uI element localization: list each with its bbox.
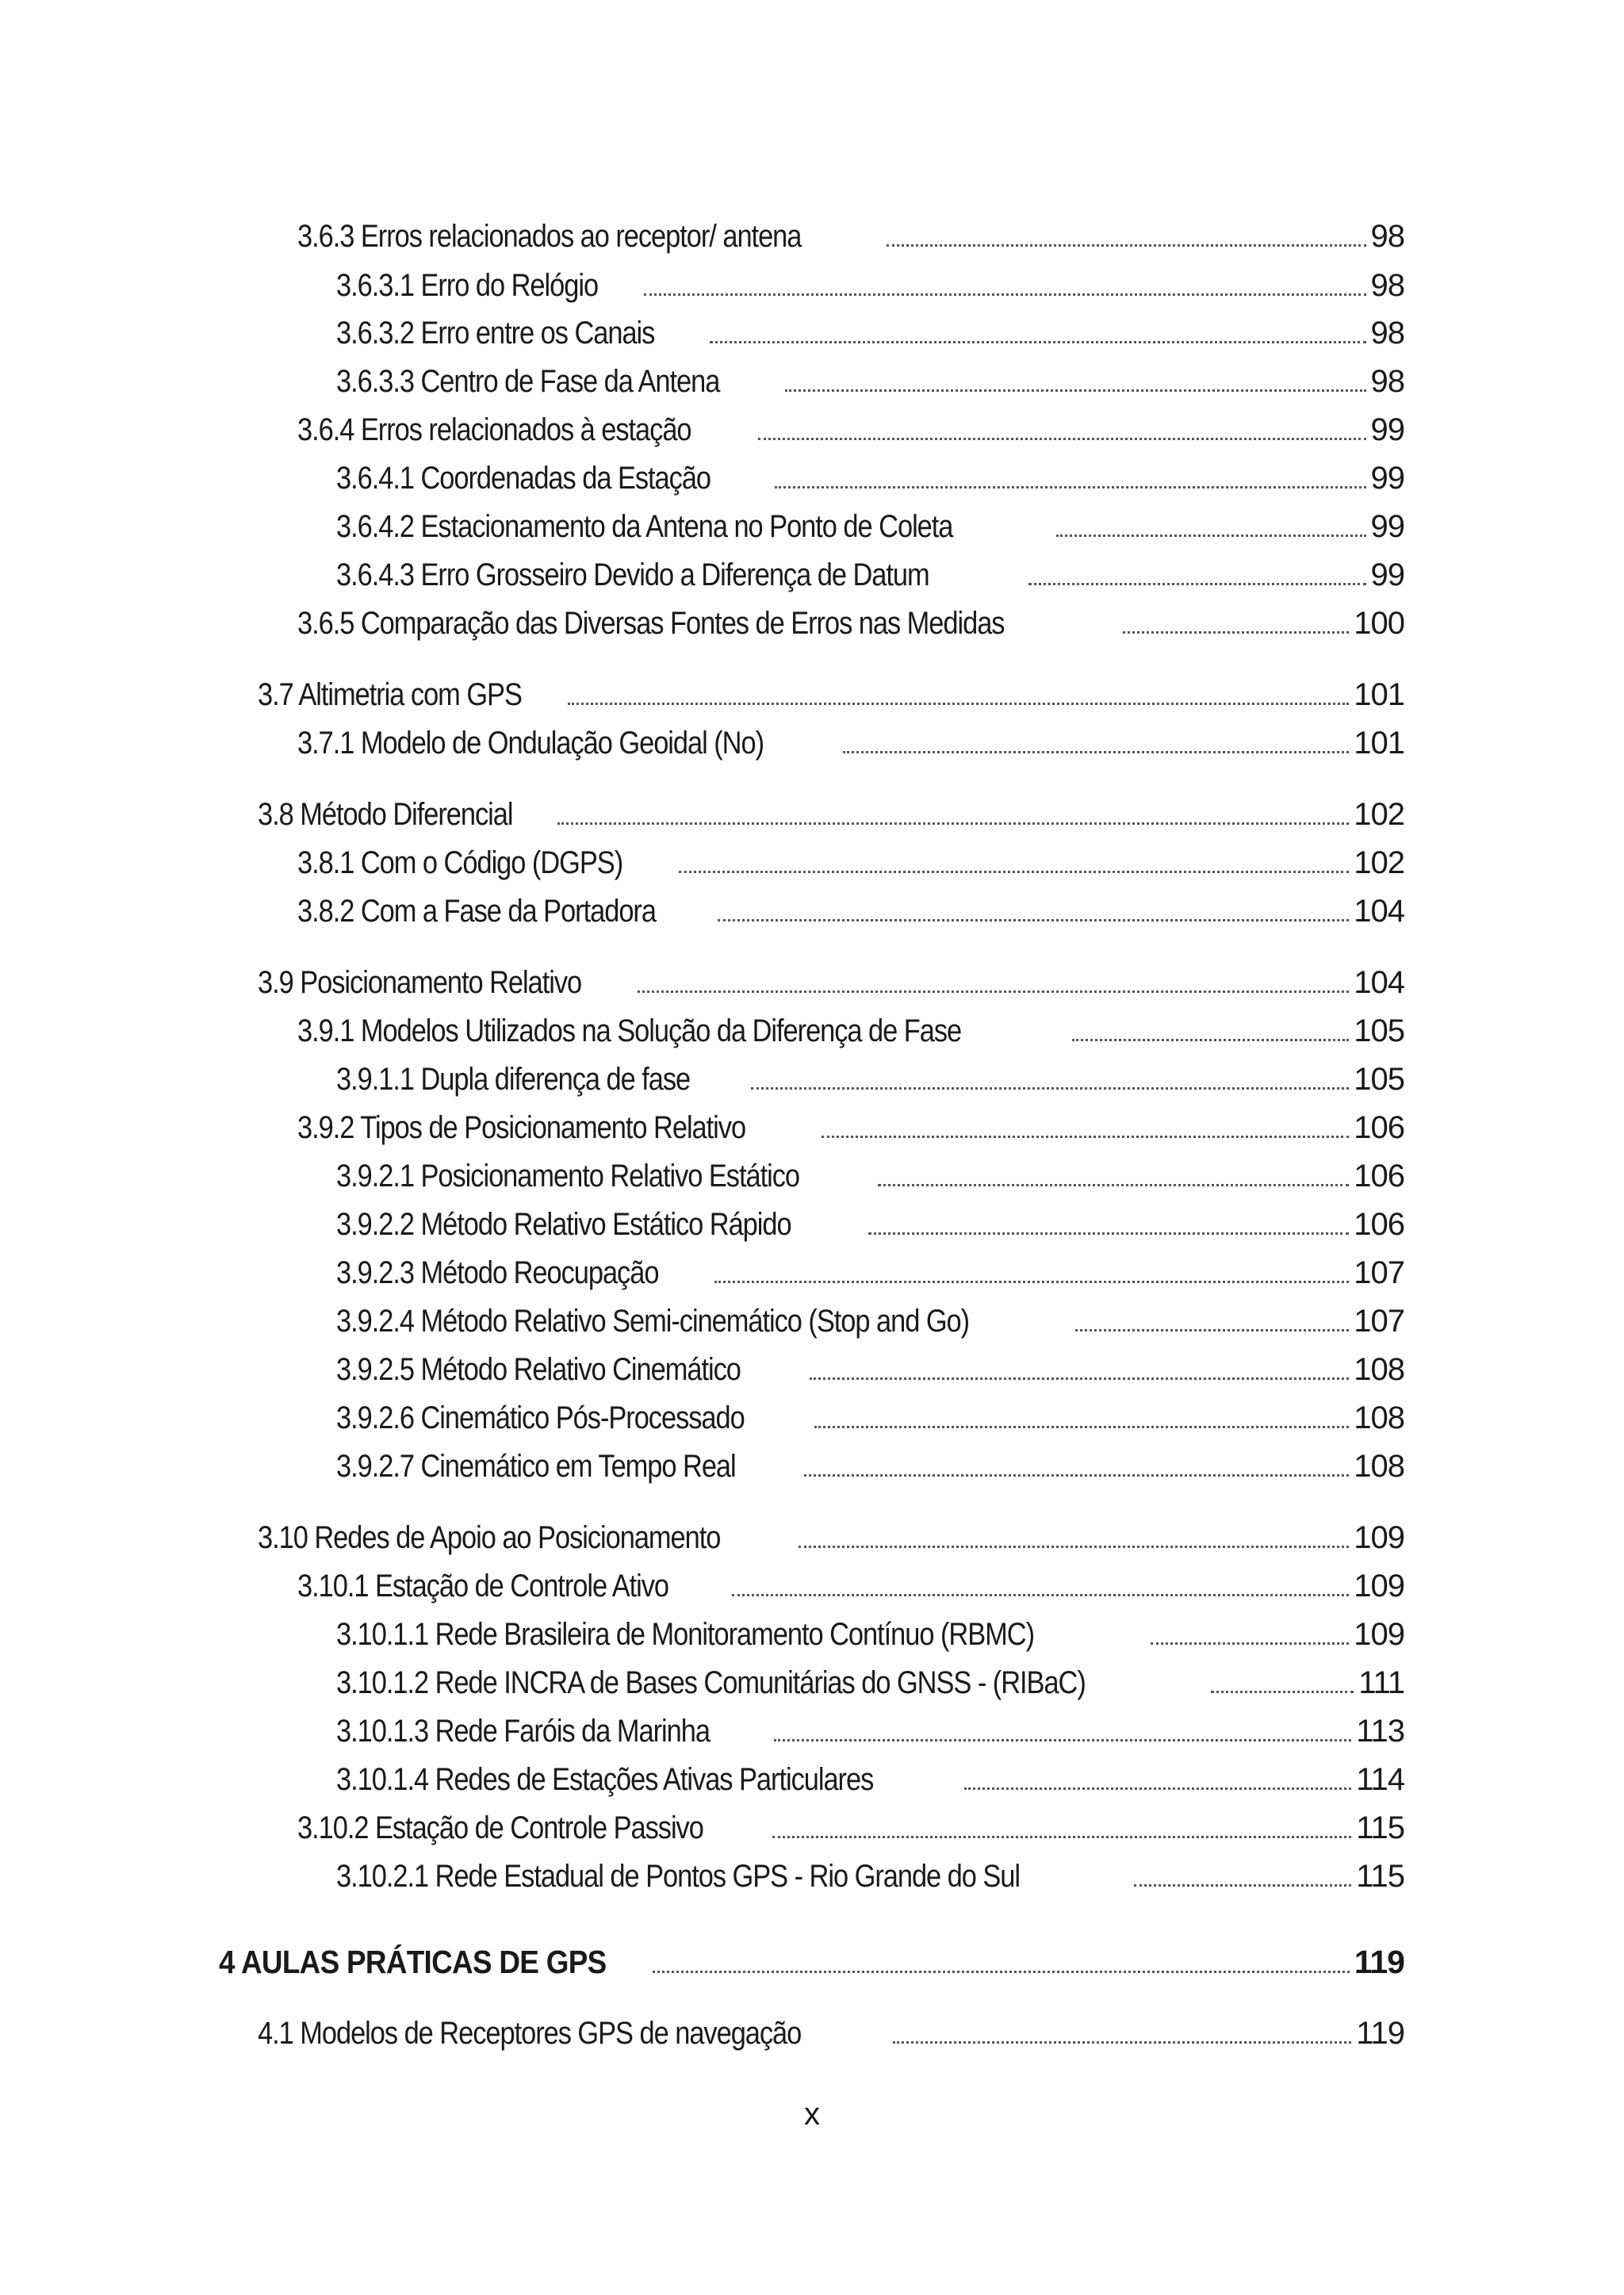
- toc-entry-page: 101: [1354, 726, 1404, 761]
- dot-leader: [822, 1136, 1349, 1138]
- dot-leader: [679, 871, 1349, 873]
- toc-entry-title: 3.9.2.2 Método Relativo Estático Rápido: [336, 1207, 791, 1242]
- toc-entry-title: 3.9.2.7 Cinemático em Tempo Real: [336, 1449, 736, 1484]
- dot-leader: [785, 389, 1365, 392]
- toc-entry[interactable]: [297, 603, 1404, 644]
- dot-leader: [799, 1546, 1349, 1548]
- toc-entry-page: 105: [1354, 1013, 1404, 1048]
- toc-entry-page: 99: [1370, 412, 1404, 447]
- toc-entry[interactable]: [297, 891, 1404, 932]
- toc-entry-title: 3.6.4 Erros relacionados à estação: [297, 412, 691, 447]
- dot-leader: [1211, 1691, 1354, 1693]
- toc-entry-page: 115: [1356, 1859, 1404, 1894]
- toc-entry-title: 3.7 Altimetria com GPS: [258, 677, 522, 712]
- toc-entry-page: 119: [1356, 2016, 1404, 2051]
- toc-entry[interactable]: [336, 1155, 1404, 1197]
- toc-entry[interactable]: [336, 312, 1404, 354]
- toc-entry-title: 3.9 Posicionamento Relativo: [258, 965, 582, 1000]
- dot-leader: [557, 822, 1349, 825]
- dot-leader: [804, 1474, 1350, 1477]
- dot-leader: [1134, 1884, 1351, 1887]
- toc-entry-title: 3.9.1.1 Dupla diferença de fase: [336, 1062, 691, 1097]
- toc-entry-page: 106: [1354, 1159, 1404, 1193]
- dot-leader: [1151, 1642, 1349, 1645]
- dot-leader: [1123, 631, 1350, 634]
- toc-entry-page: 98: [1370, 316, 1404, 351]
- toc-entry-title: 3.9.2.1 Posicionamento Relativo Estático: [336, 1159, 800, 1193]
- dot-leader: [887, 244, 1366, 247]
- toc-entry-title: 3.9.1 Modelos Utilizados na Solução da Diferença de Fase: [297, 1013, 962, 1048]
- toc-entry-page: 99: [1370, 557, 1404, 592]
- toc-entry-page: 98: [1370, 219, 1404, 254]
- toc-entry-page: 115: [1356, 1810, 1404, 1845]
- dot-leader: [772, 1836, 1351, 1838]
- dot-leader: [964, 1787, 1352, 1790]
- toc-entry-title: 3.10.1 Estação de Controle Ativo: [297, 1569, 669, 1603]
- toc-entry-page: 98: [1370, 268, 1404, 303]
- toc-entry-title: 3.9.2.6 Cinemático Pós-Processado: [336, 1400, 745, 1435]
- toc-entry[interactable]: [336, 554, 1404, 596]
- dot-leader: [751, 1087, 1350, 1090]
- toc-entry-page: 98: [1370, 364, 1404, 399]
- dot-leader: [638, 990, 1350, 993]
- toc-entry-title: 3.10.2.1 Rede Estadual de Pontos GPS - Rio Grande do Sul: [336, 1859, 1021, 1894]
- toc-entry-page: 119: [1354, 1944, 1404, 1980]
- toc-entry-page: 106: [1354, 1207, 1404, 1242]
- dot-leader: [774, 1739, 1352, 1741]
- dot-leader: [810, 1377, 1349, 1380]
- toc-entry-title: 3.7.1 Modelo de Ondulação Geoidal (No): [297, 726, 764, 761]
- toc-entry-page: 109: [1354, 1520, 1404, 1555]
- toc-entry[interactable]: [297, 216, 1404, 257]
- dot-leader: [1072, 1039, 1349, 1041]
- toc-entry[interactable]: [336, 1059, 1404, 1100]
- toc-entry-title: 3.10.1.2 Rede INCRA de Bases Comunitárias do GNSS - (RIBaC): [336, 1665, 1086, 1700]
- toc-entry-title: 3.6.3 Erros relacionados ao receptor/ antena: [297, 219, 802, 254]
- toc-entry[interactable]: [297, 1010, 1404, 1052]
- toc-entry-page: 107: [1354, 1304, 1404, 1339]
- toc-entry-page: 106: [1354, 1110, 1404, 1145]
- toc-entry[interactable]: [258, 794, 1404, 835]
- toc-entry-page: 108: [1354, 1352, 1404, 1387]
- toc-entry-page: 107: [1354, 1255, 1404, 1290]
- toc-entry-page: 99: [1370, 509, 1404, 544]
- dot-leader: [878, 1184, 1349, 1186]
- dot-leader: [893, 2041, 1351, 2044]
- dot-leader: [1075, 1329, 1349, 1331]
- toc-entry[interactable]: [336, 1662, 1404, 1703]
- toc-entry-page: 111: [1358, 1665, 1404, 1700]
- toc-entry-page: 109: [1354, 1569, 1404, 1603]
- toc-entry[interactable]: [336, 506, 1404, 547]
- toc-entry-title: 3.9.2.4 Método Relativo Semi-cinemático (Stop and Go): [336, 1304, 970, 1339]
- toc-entry[interactable]: [336, 1204, 1404, 1245]
- toc-entry[interactable]: [219, 1941, 1404, 1983]
- toc-entry[interactable]: [297, 842, 1404, 883]
- toc-entry-title: 3.6.3.2 Erro entre os Canais: [336, 316, 655, 351]
- toc-entry-page: 104: [1354, 894, 1404, 929]
- toc-entry-page: 104: [1354, 965, 1404, 1000]
- toc-entry-title: 3.6.4.2 Estacionamento da Antena no Ponto de Coleta: [336, 509, 953, 544]
- toc-entry-title: 3.9.2.3 Método Reocupação: [336, 1255, 659, 1290]
- toc-entry[interactable]: [336, 1759, 1404, 1800]
- toc-entry[interactable]: [336, 1446, 1404, 1487]
- toc-entry-page: 109: [1354, 1617, 1404, 1652]
- toc-entry[interactable]: [297, 409, 1404, 450]
- toc-entry[interactable]: [336, 1252, 1404, 1293]
- dot-leader: [868, 1232, 1349, 1235]
- dot-leader: [732, 1594, 1349, 1596]
- toc-entry-page: 113: [1356, 1714, 1404, 1749]
- toc-entry-title: 3.8.2 Com a Fase da Portadora: [297, 894, 656, 929]
- toc-entry[interactable]: [336, 1397, 1404, 1439]
- toc-entry-title: 3.6.4.3 Erro Grosseiro Devido a Diferença de Datum: [336, 557, 929, 592]
- dot-leader: [775, 486, 1366, 489]
- toc-entry[interactable]: [297, 722, 1404, 764]
- toc-entry-title: 3.10.2 Estação de Controle Passivo: [297, 1810, 703, 1845]
- toc-entry[interactable]: [336, 1301, 1404, 1342]
- toc-entry-page: 108: [1354, 1449, 1404, 1484]
- toc-entry-title: 3.10 Redes de Apoio ao Posicionamento: [258, 1520, 721, 1555]
- toc-entry-title: 3.8 Método Diferencial: [258, 797, 513, 832]
- toc-entry-page: 102: [1354, 845, 1404, 880]
- toc-entry[interactable]: [258, 1517, 1404, 1558]
- toc-entry[interactable]: [336, 265, 1404, 306]
- toc-entry[interactable]: [258, 962, 1404, 1003]
- dot-leader: [714, 1281, 1350, 1283]
- toc-entry-page: 114: [1356, 1762, 1404, 1797]
- toc-entry[interactable]: [297, 1565, 1404, 1607]
- toc-entry-title: 3.8.1 Com o Código (DGPS): [297, 845, 623, 880]
- toc-entry-title: 3.6.4.1 Coordenadas da Estação: [336, 461, 711, 496]
- toc-entry-title: 3.9.2.5 Método Relativo Cinemático: [336, 1352, 741, 1387]
- toc-entry-title: 4.1 Modelos de Receptores GPS de navegação: [258, 2016, 802, 2051]
- toc-entry[interactable]: [336, 1349, 1404, 1390]
- dot-leader: [710, 341, 1366, 343]
- toc-entry-page: 101: [1354, 677, 1404, 712]
- toc-entry-page: 102: [1354, 797, 1404, 832]
- dot-leader: [718, 919, 1350, 921]
- toc-entry[interactable]: [297, 1107, 1404, 1148]
- toc-entry[interactable]: [258, 674, 1404, 715]
- toc-entry[interactable]: [258, 2013, 1404, 2054]
- toc-entry-page: 99: [1370, 461, 1404, 496]
- dot-leader: [758, 438, 1365, 440]
- toc-entry[interactable]: [297, 1807, 1404, 1849]
- toc-entry-title: 3.6.3.1 Erro do Relógio: [336, 268, 599, 303]
- dot-leader: [843, 751, 1350, 753]
- toc-entry-title: 3.10.1.1 Rede Brasileira de Monitoramento Contínuo (RBMC): [336, 1617, 1034, 1652]
- toc-entry[interactable]: [336, 1711, 1404, 1752]
- dot-leader: [653, 1971, 1350, 1973]
- toc-entry-page: 108: [1354, 1400, 1404, 1435]
- toc-entry-title: 3.10.1.3 Rede Faróis da Marinha: [336, 1714, 710, 1749]
- toc-entry[interactable]: [336, 1614, 1404, 1655]
- toc-entry-page: 105: [1354, 1062, 1404, 1097]
- toc-entry[interactable]: [336, 458, 1404, 499]
- toc-entry-page: 100: [1354, 606, 1404, 641]
- toc-entry-title: 3.9.2 Tipos de Posicionamento Relativo: [297, 1110, 746, 1145]
- page-number: x: [804, 2097, 820, 2132]
- dot-leader: [568, 703, 1349, 705]
- dot-leader: [814, 1426, 1350, 1428]
- toc-entry-title: 3.10.1.4 Redes de Estações Ativas Particulares: [336, 1762, 874, 1797]
- toc-entry-title: 3.6.5 Comparação das Diversas Fontes de Erros nas Medidas: [297, 606, 1005, 641]
- toc-entry-title: 4 AULAS PRÁTICAS DE GPS: [219, 1944, 607, 1980]
- toc-entry[interactable]: [336, 361, 1404, 402]
- toc-entry-title: 3.6.3.3 Centro de Fase da Antena: [336, 364, 720, 399]
- dot-leader: [1056, 534, 1366, 537]
- toc-entry[interactable]: [336, 1856, 1404, 1897]
- dot-leader: [1028, 583, 1365, 585]
- dot-leader: [644, 293, 1366, 296]
